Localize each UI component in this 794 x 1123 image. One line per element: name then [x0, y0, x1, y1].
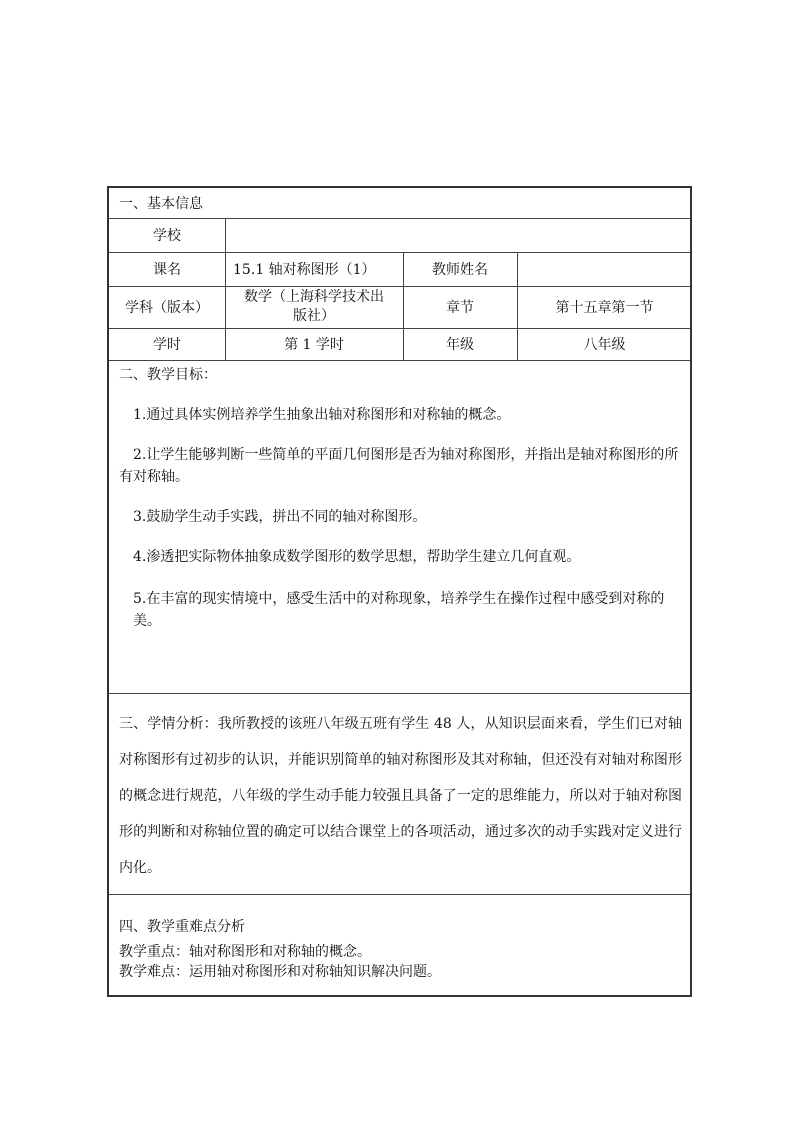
- goal-item: 2.让学生能够判断一些简单的平面几何图形是否为轴对称图形，并指出是轴对称图形的所有对称轴。: [119, 447, 679, 485]
- teacher-value: [517, 252, 692, 286]
- row-divider: [109, 360, 690, 361]
- subject-value: 数学（上海科学技术出版社）: [244, 289, 384, 324]
- goal-item: 5.在丰富的现实情境中，感受生活中的对称现象，培养学生在操作过程中感受到对称的美。: [133, 591, 665, 629]
- goal-item: 4.渗透把实际物体抽象成数学图形的数学思想，帮助学生建立几何直观。: [133, 549, 581, 565]
- key-points-title: 四、教学重难点分析: [119, 919, 245, 935]
- course-label: 课名: [153, 262, 181, 278]
- student-analysis: 三、学情分析：我所教授的该班八年级五班有学生 48 人，从知识层面来看，学生们已对轴对称图形有过初步的认识，并能识别简单的轴对称图形及其对称轴，但还没有对轴对称图形的概念进行规范，八年级的学生动手能力较强且具备了一定的思维能力，所以对于轴对称图形的判断和对称轴位置的确定可以结合课堂上的各项活动，通过多次的动手实践对定义进行内化。: [119, 716, 682, 876]
- lesson-plan-table: [107, 186, 692, 997]
- school-label: 学校: [153, 228, 181, 244]
- hours-label: 学时: [153, 337, 181, 353]
- chapter-label: 章节: [446, 300, 474, 316]
- teacher-label: 教师姓名: [432, 262, 488, 278]
- subject-label: 学科（版本）: [125, 300, 209, 316]
- chapter-value: 第十五章第一节: [555, 300, 654, 316]
- basic-info-title: 一、基本信息: [119, 196, 203, 212]
- course-value: 15.1 轴对称图形（1）: [233, 262, 376, 278]
- goals-title: 二、教学目标：: [119, 367, 217, 383]
- grade-label: 年级: [446, 337, 474, 353]
- teaching-difficulty: 教学难点：运用轴对称图形和对称轴知识解决问题。: [119, 964, 441, 980]
- goal-item: 1.通过具体实例培养学生抽象出轴对称图形和对称轴的概念。: [133, 407, 511, 423]
- goal-item: 3.鼓励学生动手实践，拼出不同的轴对称图形。: [133, 509, 427, 525]
- teaching-focus: 教学重点：轴对称图形和对称轴的概念。: [119, 944, 371, 960]
- row-divider: [109, 894, 690, 895]
- grade-value: 八年级: [583, 337, 626, 353]
- hours-value: 第 1 学时: [284, 337, 344, 353]
- row-divider: [109, 693, 690, 694]
- school-value: [225, 218, 692, 252]
